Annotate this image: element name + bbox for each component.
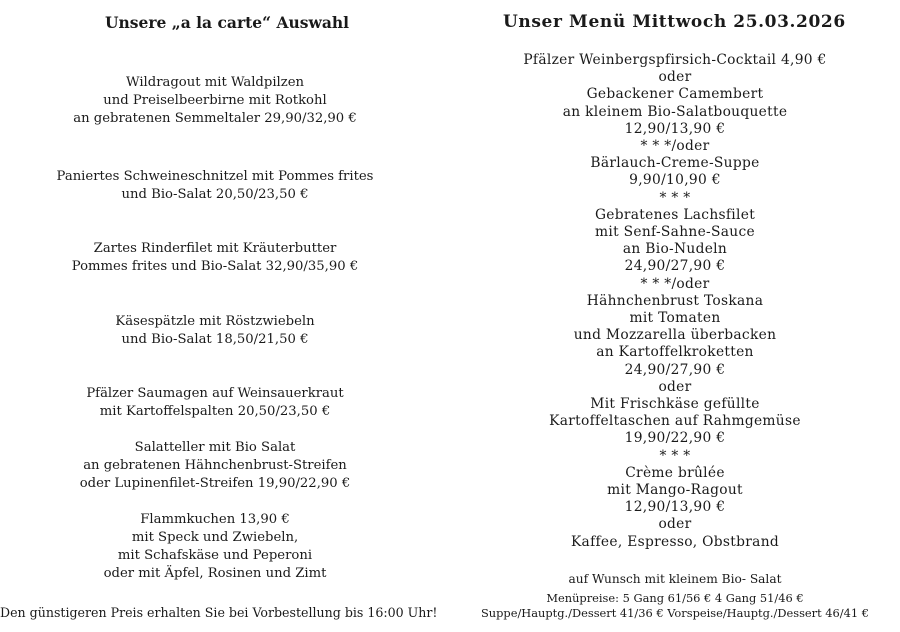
menu-line: Hähnchenbrust Toskana — [586, 292, 764, 309]
menu-line: Crème brûlée — [625, 464, 725, 481]
dish-line: Flammkuchen 13,90 € — [140, 512, 290, 527]
menu-line: 12,90/13,90 € — [624, 120, 726, 137]
daily-menu-title: Unser Menü Mittwoch 25.03.2026 — [503, 12, 846, 32]
dish-kaesespaetzle — [0, 313, 430, 349]
menu-line: Kaffee, Espresso, Obstbrand — [570, 533, 780, 550]
daily-menu — [450, 52, 900, 551]
dish-line: und Preiselbeerbirne mit Rotkohl — [103, 93, 327, 108]
menu-price-line: Menüpreise: 5 Gang 61/56 € 4 Gang 51/46 € — [546, 591, 804, 605]
menu-line: und Mozzarella überbacken — [573, 327, 777, 344]
menu-line: Gebackener Camembert — [586, 86, 764, 103]
menu-line: an Bio-Nudeln — [622, 241, 728, 258]
menu-line: * * */oder — [640, 138, 710, 155]
dish-line: oder mit Äpfel, Rosinen und Zimt — [103, 566, 327, 581]
menu-line: Bärlauch-Creme-Suppe — [590, 155, 760, 172]
menu-line: Kartoffeltaschen auf Rahmgemüse — [549, 413, 801, 430]
dish-line: und Bio-Salat 18,50/21,50 € — [121, 332, 309, 347]
menu-line: * * */oder — [640, 275, 710, 292]
salad-option-note: auf Wunsch mit kleinem Bio- Salat — [568, 572, 782, 586]
dish-schweineschnitzel — [0, 168, 430, 204]
menu-line: oder — [658, 69, 692, 86]
dish-saumagen — [0, 385, 430, 421]
menu-line: an kleinem Bio-Salatbouquette — [562, 103, 788, 120]
menu-line: an Kartoffelkroketten — [596, 344, 754, 361]
menu-line: Gebratenes Lachsfilet — [594, 206, 756, 223]
dish-wildragout — [0, 74, 430, 128]
dish-line: mit Kartoffelspalten 20,50/23,50 € — [99, 404, 331, 419]
dish-salatteller — [0, 439, 430, 493]
dish-line: Paniertes Schweineschnitzel mit Pommes frites — [56, 169, 374, 184]
dish-line: Käsespätzle mit Röstzwiebeln — [115, 314, 315, 329]
menu-line: mit Senf-Sahne-Sauce — [595, 224, 755, 241]
dish-line: an gebratenen Semmeltaler 29,90/32,90 € — [73, 111, 357, 126]
dish-line: Pommes frites und Bio-Salat 32,90/35,90 € — [71, 259, 359, 274]
dish-line: mit Schafskäse und Peperoni — [117, 548, 313, 563]
dish-line: oder Lupinenfilet-Streifen 19,90/22,90 € — [79, 476, 351, 491]
menu-line: mit Tomaten — [629, 310, 721, 327]
dish-rinderfilet — [0, 240, 430, 276]
menu-line: 24,90/27,90 € — [624, 361, 726, 378]
menu-line: Mit Frischkäse gefüllte — [590, 396, 760, 413]
menu-prices — [450, 591, 900, 621]
dish-line: Wildragout mit Waldpilzen — [126, 75, 304, 90]
menu-line: Pfälzer Weinbergspfirsich-Cocktail 4,90 € — [523, 52, 827, 68]
menu-line: 12,90/13,90 € — [624, 499, 726, 516]
menu-price-line: Suppe/Hauptg./Dessert 41/36 € Vorspeise/Hauptg./Dessert 46/41 € — [481, 606, 869, 620]
menu-line: 19,90/22,90 € — [624, 430, 726, 447]
dish-line: an gebratenen Hähnchenbrust-Streifen — [83, 458, 347, 473]
dish-line: und Bio-Salat 20,50/23,50 € — [121, 187, 309, 202]
menu-line: 24,90/27,90 € — [624, 258, 726, 275]
a-la-carte-title: Unsere „a la carte“ Auswahl — [105, 13, 350, 32]
menu-line: 9,90/10,90 € — [629, 172, 721, 189]
dish-flammkuchen — [0, 511, 430, 583]
dish-line: Zartes Rinderfilet mit Kräuterbutter — [93, 241, 337, 256]
preorder-note: Den günstigeren Preis erhalten Sie bei Vorbestellung bis 16:00 Uhr! — [0, 605, 438, 620]
menu-line: mit Mango-Ragout — [607, 482, 743, 499]
dish-line: mit Speck und Zwiebeln, — [131, 530, 299, 545]
menu-line: oder — [658, 516, 692, 533]
menu-line: oder — [658, 378, 692, 395]
dish-line: Salatteller mit Bio Salat — [134, 440, 296, 455]
menu-line: * * * — [659, 189, 691, 206]
menu-line: * * * — [659, 447, 691, 464]
dish-line: Pfälzer Saumagen auf Weinsauerkraut — [86, 386, 344, 401]
